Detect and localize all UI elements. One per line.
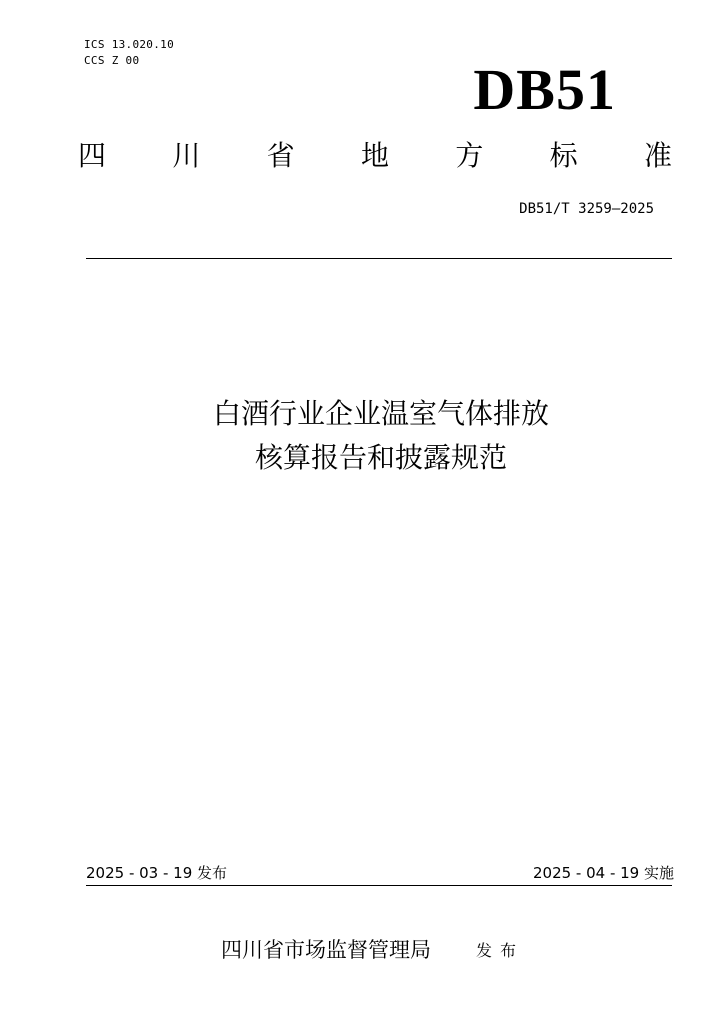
standard-type-char: 省 xyxy=(266,139,295,172)
issuing-authority: 四川省市场监督管理局 xyxy=(221,938,431,962)
standard-type-heading xyxy=(78,138,672,174)
standard-type-char: 川 xyxy=(172,139,201,172)
document-title xyxy=(0,392,724,480)
ics-code: ICS 13.020.10 xyxy=(84,38,174,51)
implement-date: 2025 - 04 - 19 实施 xyxy=(532,864,674,882)
issue-label: 发布 xyxy=(476,941,525,960)
standard-type-char: 地 xyxy=(360,139,389,172)
bottom-divider xyxy=(86,885,672,886)
publish-date: 2025 - 03 - 19 发布 xyxy=(86,864,228,882)
ccs-code: CCS Z 00 xyxy=(84,54,140,67)
standard-number: DB51/T 3259—2025 xyxy=(519,201,654,217)
db-mark: DB51 xyxy=(473,57,616,122)
standard-type-char: 准 xyxy=(643,139,672,172)
title-line-2: 核算报告和披露规范 xyxy=(254,441,507,474)
standard-type-char: 标 xyxy=(549,139,578,172)
standard-type-char: 方 xyxy=(455,139,484,172)
classification-codes xyxy=(84,37,174,69)
top-divider xyxy=(86,258,672,259)
title-line-1: 白酒行业企业温室气体排放 xyxy=(212,397,549,430)
standard-type-char: 四 xyxy=(78,139,107,172)
